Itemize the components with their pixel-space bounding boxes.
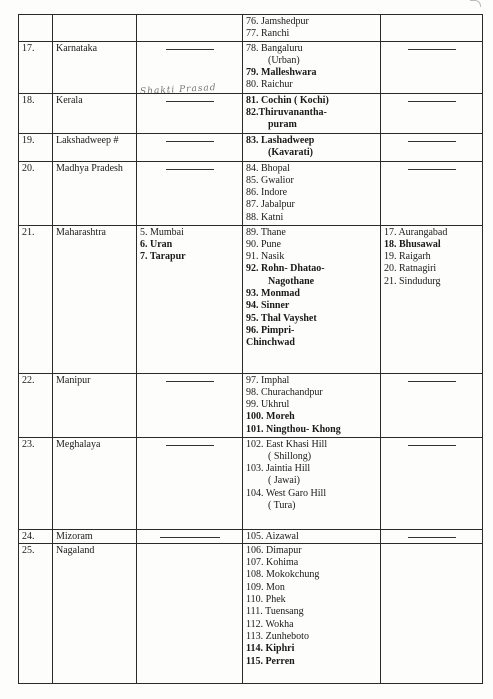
serial-number: 19.: [22, 134, 35, 146]
handwritten-signature: Shakti Prasad: [139, 83, 217, 97]
dash-placeholder: [408, 381, 456, 382]
district-entry: 83. Lashadweep: [246, 134, 315, 146]
table-row: [19, 41, 483, 93]
column-5-entry: 19. Raigarh: [384, 251, 431, 263]
district-entry: 113. Zunheboto: [246, 630, 309, 642]
district-entry: 82.Thiruvanantha-: [246, 106, 327, 118]
state-name: Madhya Pradesh: [56, 162, 123, 174]
district-entry: 103. Jaintia Hill: [246, 463, 311, 475]
district-entry: 110. Phek: [246, 594, 286, 606]
column-5-entry: 17. Aurangabad: [384, 226, 448, 238]
district-list-cell: [243, 161, 381, 225]
column-3-cell: [137, 161, 243, 225]
serial-number-cell: [19, 15, 53, 42]
table-body: [19, 15, 483, 684]
column-5-entry: 20. Ratnagiri: [384, 263, 437, 275]
district-entry: 101. Ningthou- Khong: [246, 423, 341, 435]
district-entry: ( Jawai): [268, 475, 300, 487]
district-entry: 92. Rohn- Dhatao-: [246, 263, 325, 275]
column-3-entry: 7. Tarapur: [140, 251, 186, 263]
district-entry: 91. Nasik: [246, 251, 285, 263]
district-list-cell: [243, 15, 381, 42]
serial-number-cell: [19, 133, 53, 161]
dash-placeholder: [408, 537, 456, 538]
table-row: [19, 543, 483, 683]
column-3-cell: [137, 93, 243, 133]
state-name-cell: [53, 529, 137, 543]
serial-number: 22.: [22, 374, 35, 386]
district-entry: 90. Pune: [246, 238, 281, 250]
district-entry: 104. West Garo Hill: [246, 487, 327, 499]
state-name-cell: [53, 93, 137, 133]
serial-number-cell: [19, 161, 53, 225]
column-5-cell: [381, 41, 483, 93]
district-entry: 109. Mon: [246, 581, 285, 593]
district-entry: Nagothane: [268, 275, 315, 287]
district-entry: 88. Katni: [246, 211, 284, 223]
dash-placeholder: [408, 169, 456, 170]
column-5-cell: [381, 437, 483, 529]
column-5-entry: 18. Bhusawal: [384, 238, 441, 250]
district-entry: 99. Ukhrul: [246, 399, 290, 411]
column-5-cell: [381, 161, 483, 225]
district-entry: Chinchwad: [246, 337, 295, 349]
state-name-cell: [53, 373, 137, 437]
district-list-cell: [243, 93, 381, 133]
serial-number-cell: [19, 373, 53, 437]
district-entry: 102. East Khasi Hill: [246, 438, 328, 450]
district-entry: 81. Cochin ( Kochi): [246, 94, 329, 106]
district-entry: 108. Mokokchung: [246, 569, 320, 581]
district-list-cell: [243, 373, 381, 437]
column-3-cell: [137, 133, 243, 161]
district-entry: 111. Tuensang: [246, 606, 304, 618]
district-entry: 77. Ranchi: [246, 28, 290, 40]
district-entry: 112. Wokha: [246, 618, 294, 630]
column-3-cell: [137, 15, 243, 42]
dash-placeholder: [408, 141, 456, 142]
district-entry: 98. Churachandpur: [246, 386, 323, 398]
district-list-cell: [243, 41, 381, 93]
dash-placeholder: [408, 445, 456, 446]
serial-number-cell: [19, 529, 53, 543]
column-3-cell: [137, 529, 243, 543]
dash-placeholder: [160, 537, 220, 538]
serial-number: 20.: [22, 162, 35, 174]
district-entry: 79. Malleshwara: [246, 67, 317, 79]
district-entry: 76. Jamshedpur: [246, 16, 309, 27]
dash-placeholder: [166, 445, 214, 446]
district-entry: 93. Monmad: [246, 288, 300, 300]
serial-number-cell: [19, 437, 53, 529]
state-name: Lakshadweep #: [56, 134, 119, 146]
district-entry: 87. Jabalpur: [246, 199, 295, 211]
dash-placeholder: [166, 141, 214, 142]
table-row: [19, 161, 483, 225]
dash-placeholder: [166, 49, 214, 50]
table-row: [19, 133, 483, 161]
state-name: Meghalaya: [56, 438, 101, 450]
state-name: Manipur: [56, 374, 91, 386]
serial-number-cell: [19, 93, 53, 133]
column-3-entry: 5. Mumbai: [140, 226, 184, 238]
district-entry: 107. Kohima: [246, 557, 299, 569]
serial-number-cell: [19, 225, 53, 373]
district-entry: 97. Imphal: [246, 374, 290, 386]
district-list-cell: [243, 133, 381, 161]
column-5-cell: [381, 529, 483, 543]
serial-number-cell: [19, 543, 53, 683]
table-row: [19, 373, 483, 437]
district-list-cell: [243, 437, 381, 529]
district-entry: 94. Sinner: [246, 300, 290, 312]
table-row: [19, 15, 483, 42]
column-5-cell: [381, 373, 483, 437]
column-5-cell: [381, 543, 483, 683]
district-entry: ( Shillong): [268, 450, 312, 462]
column-5-cell: [381, 225, 483, 373]
serial-number: 25.: [22, 544, 35, 556]
serial-number: 21.: [22, 226, 35, 238]
dash-placeholder: [408, 49, 456, 50]
district-list-cell: [243, 543, 381, 683]
district-entry: 78. Bangaluru: [246, 42, 303, 54]
district-list-cell: [243, 225, 381, 373]
state-name-cell: [53, 133, 137, 161]
district-entry: ( Tura): [268, 500, 296, 512]
dash-placeholder: [166, 101, 214, 102]
corner-mark: [470, 0, 481, 7]
column-3-cell: [137, 437, 243, 529]
state-name: Nagaland: [56, 544, 95, 556]
column-3-cell: [137, 41, 243, 93]
district-entry: 84. Bhopal: [246, 162, 290, 174]
district-entry: 86. Indore: [246, 187, 288, 199]
district-entry: 114. Kiphri: [246, 643, 295, 655]
dash-placeholder: [166, 381, 214, 382]
column-5-entry: 21. Sindudurg: [384, 275, 441, 287]
column-3-cell: [137, 543, 243, 683]
state-district-table: [18, 14, 483, 684]
column-3-cell: [137, 373, 243, 437]
column-5-cell: [381, 93, 483, 133]
serial-number-cell: [19, 41, 53, 93]
column-3-entry: 6. Uran: [140, 238, 173, 250]
serial-number: 17.: [22, 42, 35, 54]
district-entry: 106. Dimapur: [246, 544, 302, 556]
serial-number: 24.: [22, 530, 35, 542]
district-entry: puram: [268, 119, 297, 131]
state-name: Kerala: [56, 94, 83, 106]
table-row: [19, 93, 483, 133]
state-name-cell: [53, 161, 137, 225]
column-5-cell: [381, 15, 483, 42]
column-5-cell: [381, 133, 483, 161]
table-row: [19, 437, 483, 529]
state-name: Karnataka: [56, 42, 98, 54]
district-list-cell: [243, 529, 381, 543]
table-row: [19, 225, 483, 373]
dash-placeholder: [166, 169, 214, 170]
district-entry: (Urban): [268, 54, 300, 66]
district-entry: 100. Moreh: [246, 411, 295, 423]
district-entry: (Kavarati): [268, 146, 313, 158]
serial-number: 23.: [22, 438, 35, 450]
state-name-cell: [53, 15, 137, 42]
district-entry: 115. Perren: [246, 655, 295, 667]
state-name: Maharashtra: [56, 226, 106, 238]
serial-number: 18.: [22, 94, 35, 106]
district-entry: 89. Thane: [246, 226, 286, 238]
table-row: [19, 529, 483, 543]
district-entry: 80. Raichur: [246, 79, 293, 91]
state-name-cell: [53, 41, 137, 93]
district-entry: 105. Aizawal: [246, 530, 299, 542]
state-name-cell: [53, 225, 137, 373]
dash-placeholder: [408, 101, 456, 102]
state-name-cell: [53, 437, 137, 529]
column-3-cell: [137, 225, 243, 373]
state-name-cell: [53, 543, 137, 683]
district-entry: 95. Thal Vayshet: [246, 312, 317, 324]
state-name: Mizoram: [56, 530, 93, 542]
district-entry: 85. Gwalior: [246, 174, 294, 186]
district-entry: 96. Pimpri-: [246, 324, 295, 336]
